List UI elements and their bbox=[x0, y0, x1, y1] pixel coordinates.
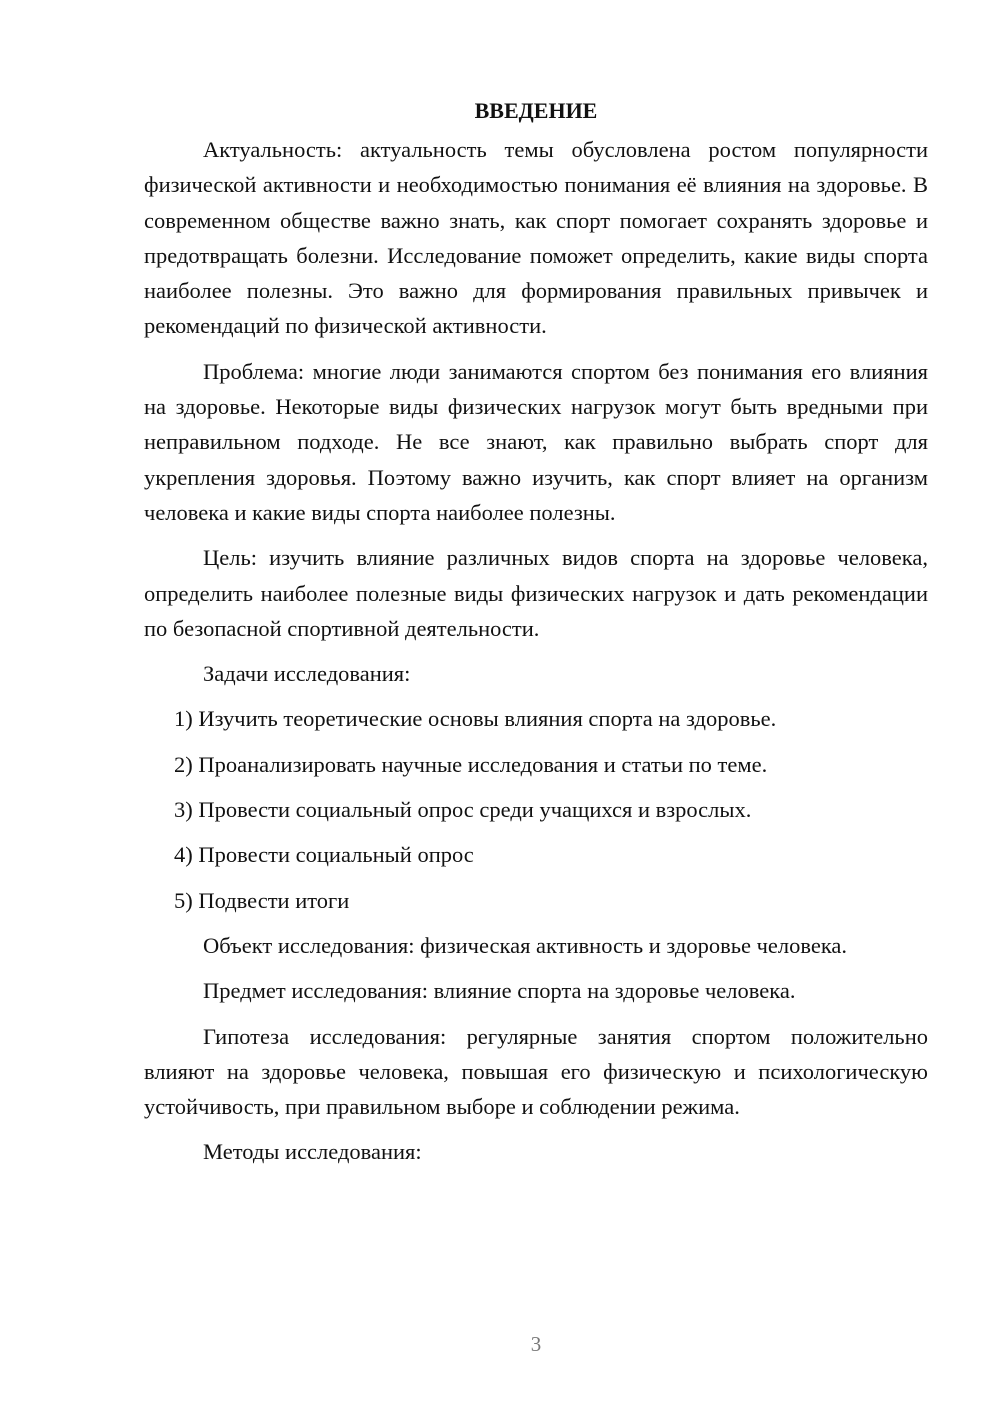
methods-heading: Методы исследования: bbox=[203, 1139, 422, 1165]
task-item: 1) Изучить теоретические основы влияния спорта на здоровье. bbox=[174, 706, 777, 732]
task-item: 4) Провести социальный опрос bbox=[174, 842, 474, 868]
task-item: 5) Подвести итоги bbox=[174, 887, 350, 913]
relevance-paragraph: Актуальность: актуальность темы обусловлена ростом популярности физической активности и необходимостью понимания её влияния на здоровье. В современном обществе важно знать, как спорт помогает сохранять здоровье и предотвращать болезни. Исследование поможет определить, какие виды спорта наиболее полезны. Это важно для формирования правильных привычек и рекомендаций по физической активности. bbox=[144, 137, 928, 339]
document-page bbox=[144, 96, 928, 1180]
object-paragraph: Объект исследования: физическая активность и здоровье человека. bbox=[203, 932, 848, 958]
task-item: 2) Проанализировать научные исследования и статьи по теме. bbox=[174, 751, 768, 777]
hypothesis-paragraph: Гипотеза исследования: регулярные занятия спортом положительно влияют на здоровье человека, повышая его физическую и психологическую устойчивость, при правильном выборе и соблюдении режима. bbox=[144, 1023, 928, 1120]
problem-paragraph: Проблема: многие люди занимаются спортом без понимания его влияния на здоровье. Некоторые виды физических нагрузок могут быть вредными при неправильном подходе. Не все знают, как правильно выбрать спорт для укрепления здоровья. Поэтому важно изучить, как спорт влияет на организм человека и какие виды спорта наиболее полезны. bbox=[144, 358, 928, 525]
page-number: 3 bbox=[530, 1332, 542, 1356]
tasks-heading: Задачи исследования: bbox=[203, 661, 411, 687]
page-title: ВВЕДЕНИЕ bbox=[474, 98, 598, 123]
goal-paragraph: Цель: изучить влияние различных видов спорта на здоровье человека, определить наиболее полезные виды физических нагрузок и дать рекомендации по безопасной спортивной деятельности. bbox=[144, 545, 928, 641]
subject-paragraph: Предмет исследования: влияние спорта на здоровье человека. bbox=[203, 978, 796, 1004]
tasks-list bbox=[144, 701, 928, 917]
task-item: 3) Провести социальный опрос среди учащихся и взрослых. bbox=[174, 797, 752, 823]
